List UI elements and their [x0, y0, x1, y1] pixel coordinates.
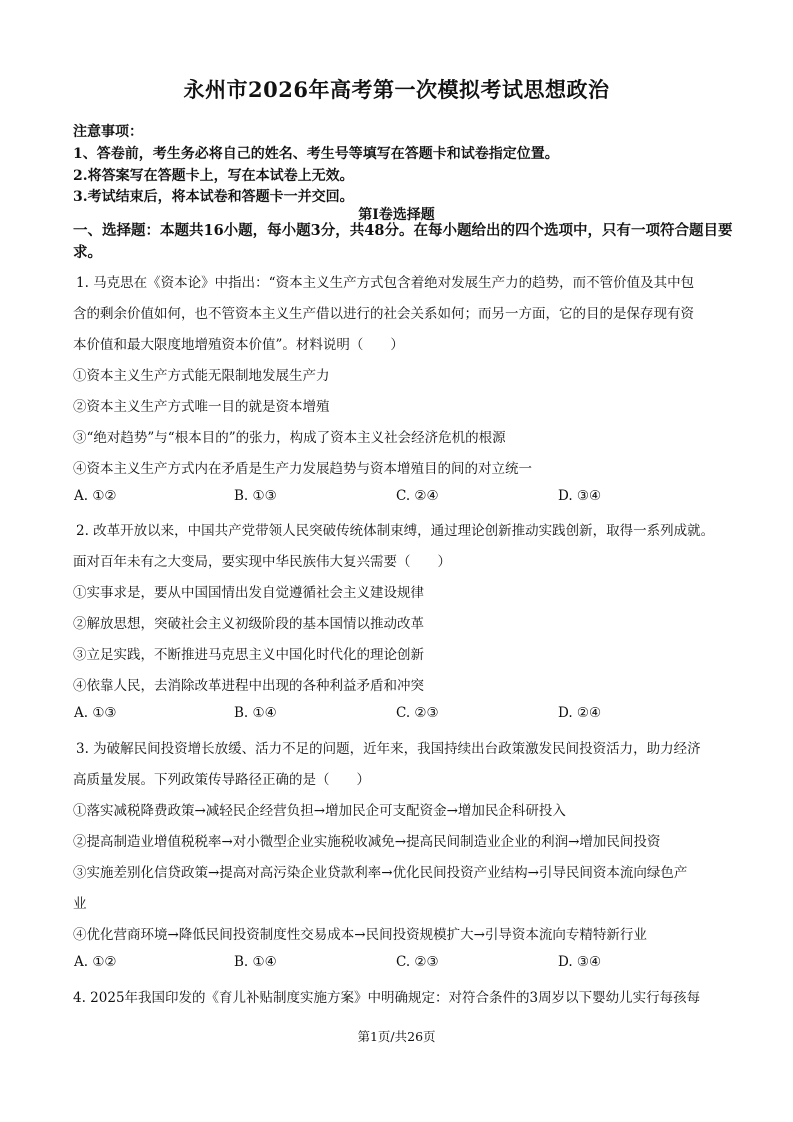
notice-item: 2.将答案写在答题卡上，写在本试卷上无效。: [73, 168, 354, 184]
answer-option-c: C. ②③: [396, 705, 439, 721]
answer-option-c: C. ②④: [396, 488, 439, 504]
question-statement: ④依靠人民，去消除改革进程中出现的各种利益矛盾和冲突: [73, 678, 424, 694]
question-stem-line: 本价值和最大限度地增殖资本价值”。材料说明（ ）: [73, 337, 404, 353]
question-stem-line: 1. 马克思在《资本论》中指出：“资本主义生产方式包含着绝对发展生产力的趋势，而不管价值及其中包: [76, 275, 695, 291]
answer-option-c: C. ②③: [396, 954, 439, 970]
notice-item: 1、答卷前，考生务必将自己的姓名、考生号等填写在答题卡和试卷指定位置。: [73, 146, 559, 162]
answer-option-d: D. ③④: [558, 954, 602, 970]
question-statement: ③立足实践，不断推进马克思主义中国化时代化的理论创新: [73, 647, 424, 663]
question-stem-line: 4. 2025年我国印发的《育儿补贴制度实施方案》中明确规定：对符合条件的3周岁以下婴幼儿实行每孩每: [73, 990, 701, 1006]
question-stem-line: 面对百年未有之大变局，要实现中华民族伟大复兴需要（ ）: [73, 554, 451, 570]
question-statement: ①落实减税降费政策→减轻民企经营负担→增加民企可支配资金→增加民企科研投入: [73, 803, 566, 819]
question-statement: ③“绝对趋势”与“根本目的”的张力，构成了资本主义社会经济危机的根源: [73, 430, 506, 446]
section-instruction: 一、选择题：本题共16小题，每小题3分，共48分。在每小题给出的四个选项中，只有一项符合题目要求。: [73, 222, 733, 261]
answer-option-b: B. ①③: [234, 488, 277, 504]
answer-option-d: D. ③④: [558, 488, 602, 504]
question-statement: ②资本主义生产方式唯一目的就是资本增殖: [73, 399, 330, 415]
question-statement: ②提高制造业增值税税率→对小微型企业实施税收减免→提高民间制造业企业的利润→增加民间投资: [73, 834, 661, 850]
question-statement: ④优化营商环境→降低民间投资制度性交易成本→民间投资规模扩大→引导资本流向专精特新行业: [73, 927, 647, 943]
notice-item: 3.考试结束后，将本试卷和答题卡一并交回。: [73, 189, 354, 205]
question-stem-line: 高质量发展。下列政策传导路径正确的是（ ）: [73, 772, 370, 788]
answer-option-a: A. ①③: [74, 705, 117, 721]
question-statement: ③实施差别化信贷政策→提高对高污染企业贷款利率→优化民间投资产业结构→引导民间资本流向绿色产: [73, 865, 688, 881]
answer-option-d: D. ②④: [558, 705, 602, 721]
question-statement: ④资本主义生产方式内在矛盾是生产力发展趋势与资本增殖目的间的对立统一: [73, 461, 532, 477]
question-statement: ②解放思想，突破社会主义初级阶段的基本国情以推动改革: [73, 616, 424, 632]
question-statement: ①资本主义生产方式能无限制地发展生产力: [73, 368, 330, 384]
answer-option-b: B. ①④: [234, 954, 277, 970]
question-stem-line: 含的剩余价值如何，也不管资本主义生产借以进行的社会关系如何；而另一方面，它的目的是保存现有资: [73, 306, 694, 322]
notice-heading: 注意事项：: [73, 124, 143, 140]
question-stem-line: 3. 为破解民间投资增长放缓、活力不足的问题，近年来，我国持续出台政策激发民间投资活力，助力经济: [76, 741, 701, 757]
section-title: 第Ⅰ卷选择题: [358, 207, 435, 223]
question-stem-line: 2. 改革开放以来，中国共产党带领人民突破传统体制束缚，通过理论创新推动实践创新，取得一系列成就。: [76, 523, 715, 539]
question-statement-continuation: 业: [73, 896, 87, 912]
answer-option-a: A. ①②: [74, 488, 117, 504]
page-title: 永州市2026年高考第一次模拟考试思想政治: [183, 77, 610, 102]
page-footer: 第1页/共26页: [357, 1029, 436, 1044]
question-statement: ①实事求是，要从中国国情出发自觉遵循社会主义建设规律: [73, 585, 424, 601]
answer-option-b: B. ①④: [234, 705, 277, 721]
answer-option-a: A. ①②: [74, 954, 117, 970]
